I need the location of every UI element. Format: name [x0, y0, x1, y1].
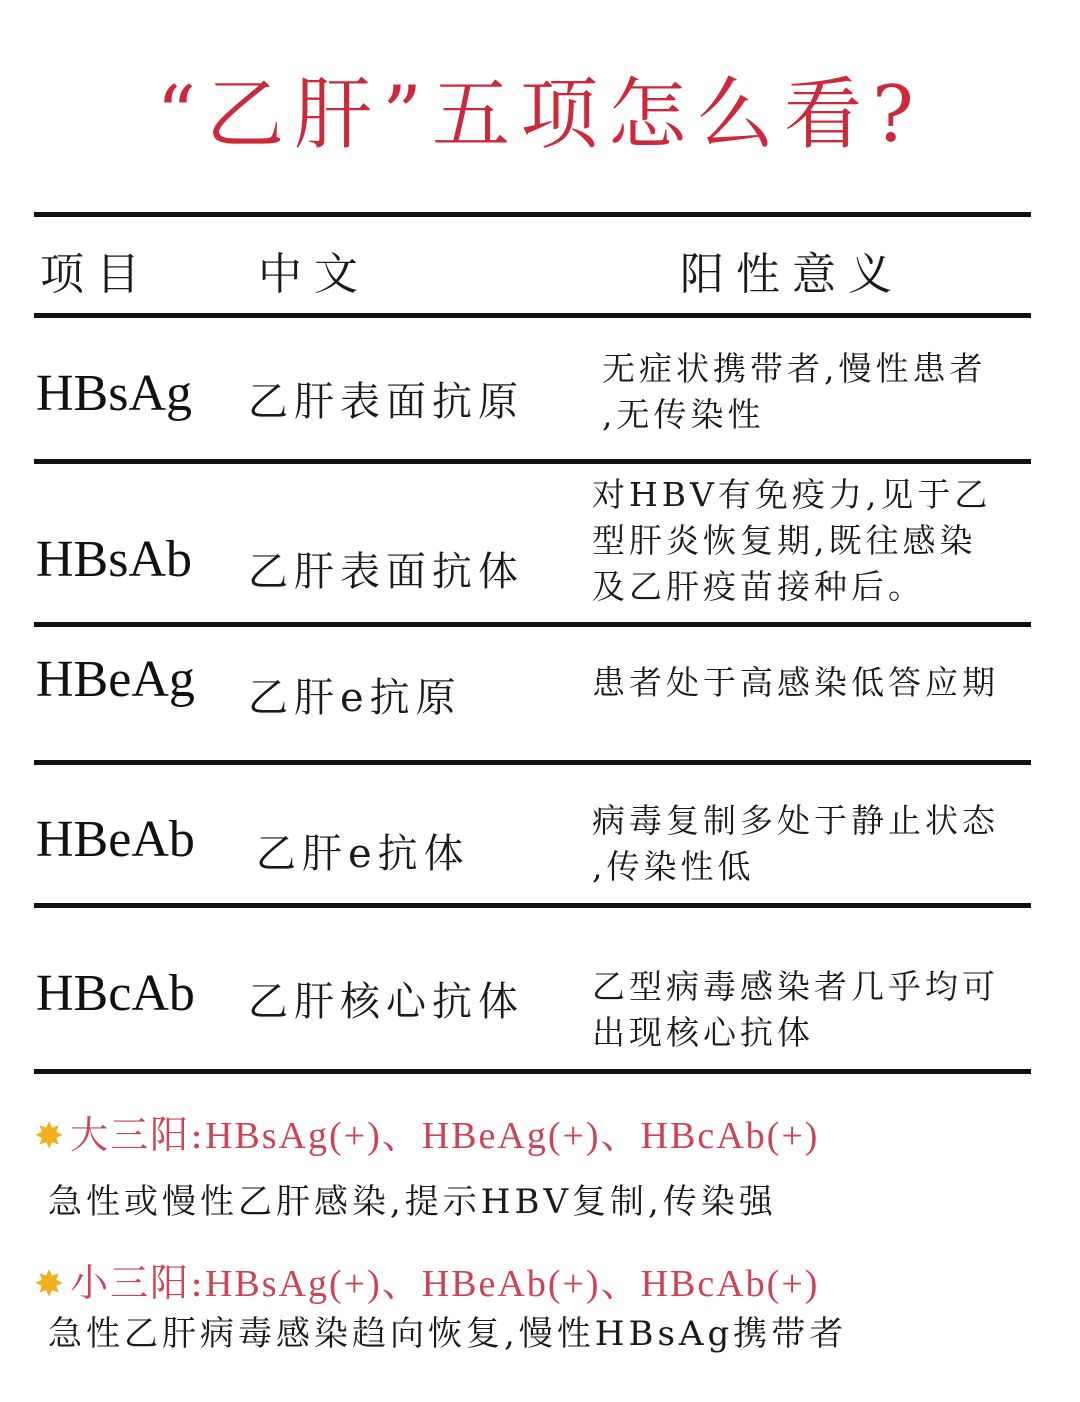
note-big-three-positive: [34, 1104, 819, 1159]
header-item: 项目: [40, 249, 152, 300]
marker-code: HBeAg: [36, 651, 195, 708]
meaning-line: 出现核心抗体: [592, 1013, 814, 1052]
note-description: 急性乙肝病毒感染趋向恢复,慢性HBsAg携带者: [48, 1314, 848, 1354]
meaning-line: 型肝炎恢复期,既往感染: [592, 521, 977, 560]
marker-code: HBeAb: [36, 811, 195, 868]
table-bottom-rule: [34, 1069, 1031, 1074]
marker-chinese-name: 乙肝e抗体: [256, 831, 470, 877]
meaning-line: 无症状携带者,慢性患者: [602, 349, 987, 388]
meaning-line: 患者处于高感染低答应期: [592, 663, 999, 702]
marker-code: HBcAb: [36, 965, 195, 1022]
marker-chinese-name: 乙肝表面抗体: [248, 549, 524, 595]
marker-chinese-name: 乙肝e抗原: [248, 675, 462, 721]
note-label: 大三阳:: [70, 1113, 205, 1157]
header-bottom-rule: [34, 313, 1031, 318]
header-meaning: 阳性意义: [680, 249, 904, 300]
row-rule: [34, 459, 1031, 464]
row-rule: [34, 760, 1031, 765]
page-title: “乙肝”五项怎么看?: [156, 70, 924, 160]
row-rule: [34, 622, 1031, 627]
note-label: 小三阳:: [70, 1261, 205, 1305]
meaning-line: 乙型病毒感染者几乎均可: [592, 967, 999, 1006]
meaning-line: 对HBV有免疫力,见于乙: [592, 475, 992, 514]
note-description: 急性或慢性乙肝感染,提示HBV复制,传染强: [48, 1182, 777, 1222]
note-small-three-positive: [34, 1252, 819, 1307]
meaning-line: 病毒复制多处于静止状态: [592, 801, 999, 840]
star-icon: ✸: [34, 1264, 67, 1305]
marker-code: HBsAg: [36, 365, 193, 422]
meaning-line: ,无传染性: [602, 395, 765, 434]
marker-meaning: [592, 964, 1032, 1056]
marker-code: HBsAb: [36, 531, 193, 588]
marker-chinese-name: 乙肝核心抗体: [248, 979, 524, 1025]
meaning-line: ,传染性低: [592, 847, 755, 886]
marker-chinese-name: 乙肝表面抗原: [248, 379, 524, 425]
marker-meaning: [592, 660, 1032, 706]
star-icon: ✸: [34, 1116, 67, 1157]
table-top-rule: [34, 212, 1031, 217]
marker-meaning: [602, 346, 1042, 438]
marker-meaning: [592, 798, 1032, 890]
marker-meaning: [592, 472, 1032, 610]
meaning-line: 及乙肝疫苗接种后。: [592, 567, 925, 606]
note-markers: HBsAg(+)、HBeAb(+)、HBcAb(+): [204, 1263, 820, 1305]
header-chinese: 中文: [258, 249, 370, 300]
note-markers: HBsAg(+)、HBeAg(+)、HBcAb(+): [204, 1115, 820, 1157]
row-rule: [34, 903, 1031, 908]
